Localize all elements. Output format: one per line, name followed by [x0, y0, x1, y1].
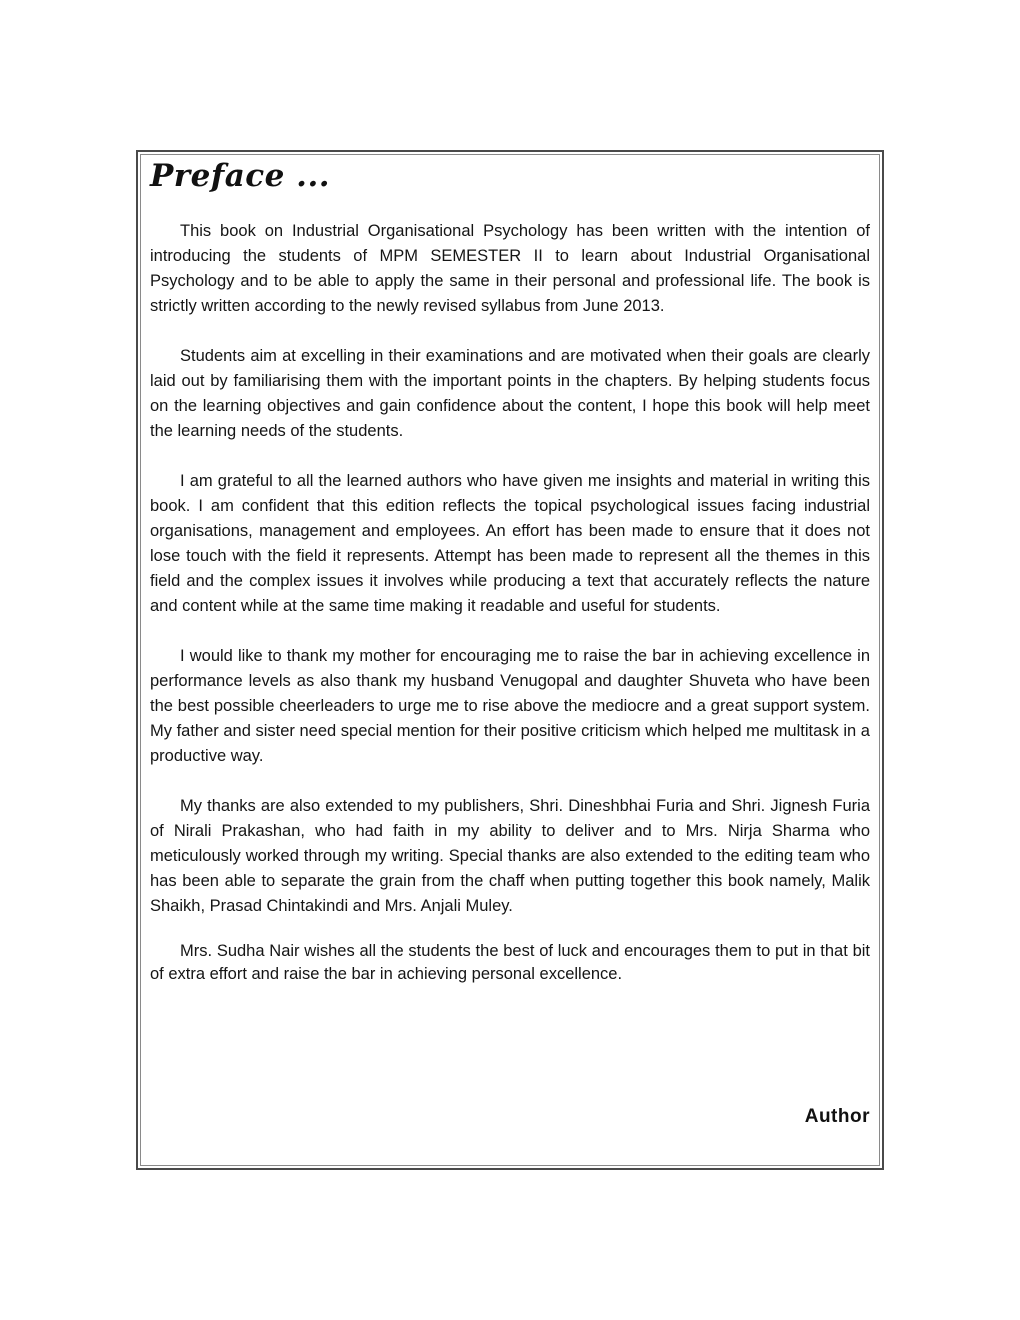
paragraph-gratitude-authors: I am grateful to all the learned authors who have given me insights and material in writing this book. I am confident that this edition reflects the topical psychological issues facing industrial organisations, management and employees. An effort has been made to ensure that it does not lose touch with the field it represents. Attempt has been made to represent all the themes in this field and the complex issues it involves while producing a text that accurately reflects the nature and content while at the same time making it readable and useful for students. — [150, 472, 870, 615]
author-signature: Author — [804, 1106, 870, 1127]
paragraph-students: Students aim at excelling in their examinations and are motivated when their goals are clearly laid out by familiarising them with the important points in the chapters. By helping students focus on the learning objectives and gain confidence about the content, I hope this book will help meet the learning needs of the students. — [150, 347, 870, 440]
preface-body — [150, 219, 870, 1011]
paragraph-publisher-thanks: My thanks are also extended to my publishers, Shri. Dineshbhai Furia and Shri. Jignesh Furia of Nirali Prakashan, who had faith in my ability to deliver and to Mrs. Nirja Sharma who meticulously worked through my writing. Special thanks are also extended to the editing team who has been able to separate the grain from the chaff when putting together this book namely, Malik Shaikh, Prasad Chintakindi and Mrs. Anjali Muley. — [150, 797, 870, 915]
paragraph-closing-wishes: Mrs. Sudha Nair wishes all the students the best of luck and encourages them to put in that bit of extra effort and raise the bar in achieving personal excellence. — [150, 942, 870, 983]
page-title: Preface ... — [150, 158, 331, 194]
paragraph-family-thanks: I would like to thank my mother for encouraging me to raise the bar in achieving excellence in performance levels as also thank my husband Venugopal and daughter Shuveta who have been the best possible cheerleaders to urge me to rise above the mediocre and a great support system. My father and sister need special mention for their positive criticism which helped me multitask in a productive way. — [150, 647, 870, 765]
paragraph-intro: This book on Industrial Organisational Psychology has been written with the intention of introducing the students of MPM SEMESTER II to learn about Industrial Organisational Psychology and to be able to apply the same in their personal and professional life. The book is strictly written according to the newly revised syllabus from June 2013. — [150, 222, 870, 315]
